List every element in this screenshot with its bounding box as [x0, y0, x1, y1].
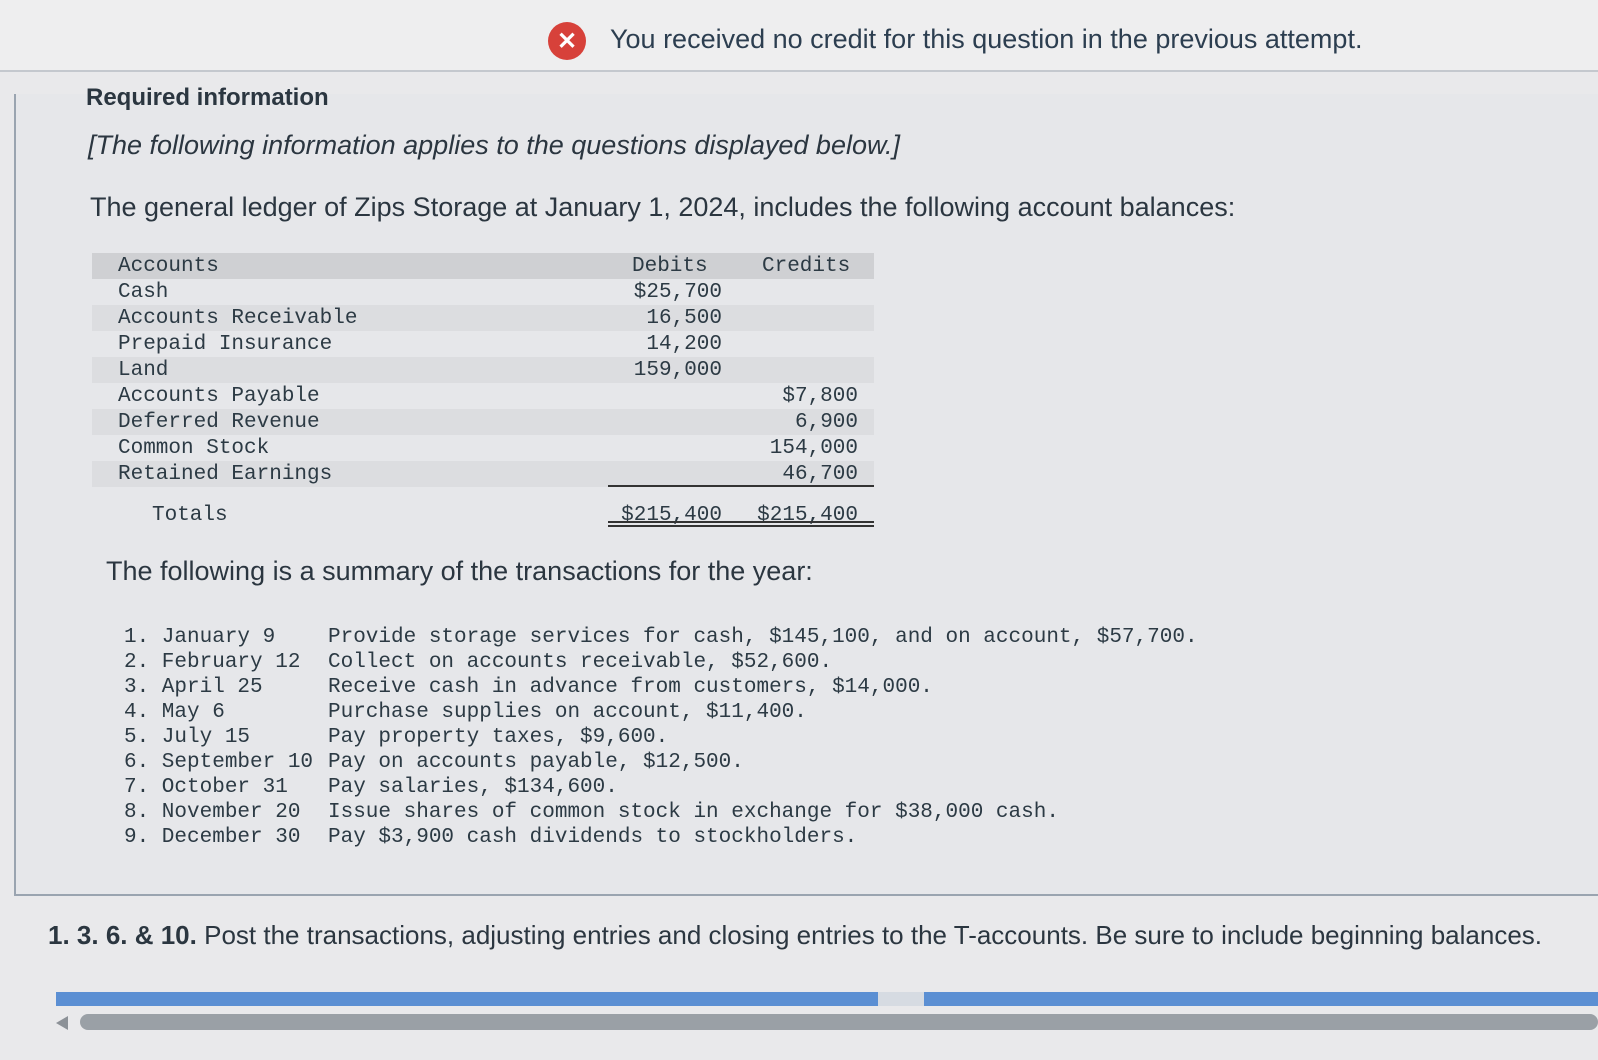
table-row [92, 461, 874, 487]
close-circle-icon: ✕ [548, 22, 586, 60]
transaction-description: Collect on accounts receivable, $52,600. [328, 651, 833, 674]
required-information-title: Required information [86, 84, 329, 111]
table-row [92, 331, 874, 357]
account-cell: Land [118, 359, 169, 382]
debit-cell: 16,500 [646, 307, 722, 330]
transaction-date: 3. April 25 [124, 676, 263, 699]
account-balances-table [92, 253, 874, 527]
transaction-description: Receive cash in advance from customers, $14,000. [328, 676, 933, 699]
totals-debit: $215,400 [621, 504, 722, 527]
header-credits: Credits [762, 255, 851, 278]
instruction-number: 1. 3. 6. & 10. [48, 920, 197, 950]
ledger-intro: The general ledger of Zips Storage at January 1, 2024, includes the following account balances: [90, 192, 1236, 222]
instruction-body: Post the transactions, adjusting entries and closing entries to the T-accounts. Be sure to include beginning balances. [204, 920, 1543, 950]
transaction-date: 5. July 15 [124, 726, 251, 749]
totals-credit: $215,400 [757, 504, 858, 527]
transaction-date: 7. October 31 [124, 776, 288, 799]
account-cell: Accounts Payable [118, 385, 320, 408]
table-row [92, 383, 874, 409]
debit-cell: 159,000 [633, 359, 722, 382]
feedback-banner [0, 0, 1598, 72]
table-row [92, 409, 874, 435]
tab-bar[interactable] [56, 992, 1598, 1006]
intro-note: [The following information applies to the questions displayed below.] [88, 130, 900, 160]
transaction-date: 2. February 12 [124, 651, 301, 674]
scroll-left-icon[interactable] [56, 1016, 68, 1030]
table-row [92, 305, 874, 331]
totals-label: Totals [152, 504, 228, 527]
account-cell: Accounts Receivable [118, 307, 358, 330]
debit-cell: $25,700 [633, 281, 722, 304]
header-debits: Debits [632, 255, 708, 278]
account-cell: Prepaid Insurance [118, 333, 333, 356]
table-header [92, 253, 874, 279]
transactions-summary-title: The following is a summary of the transactions for the year: [106, 556, 813, 586]
transaction-date: 6. September 10 [124, 751, 314, 774]
credit-cell: 6,900 [794, 411, 858, 434]
tab-separator [878, 992, 924, 1006]
transaction-date: 9. December 30 [124, 826, 301, 849]
sum-rule [608, 485, 874, 487]
account-cell: Common Stock [118, 437, 270, 460]
debit-cell: 14,200 [646, 333, 722, 356]
table-row [92, 357, 874, 383]
feedback-message: You received no credit for this question in the previous attempt. [610, 24, 1363, 54]
credit-cell: $7,800 [782, 385, 858, 408]
horizontal-scrollbar[interactable] [80, 1014, 1598, 1030]
account-cell: Cash [118, 281, 169, 304]
transaction-description: Pay property taxes, $9,600. [328, 726, 669, 749]
transaction-date: 1. January 9 [124, 626, 276, 649]
transaction-date: 8. November 20 [124, 801, 301, 824]
double-rule-bottom [608, 525, 874, 527]
table-row [92, 435, 874, 461]
transaction-description: Issue shares of common stock in exchange for $38,000 cash. [328, 801, 1059, 824]
instruction-text [48, 920, 1542, 951]
account-cell: Deferred Revenue [118, 411, 320, 434]
transaction-description: Purchase supplies on account, $11,400. [328, 701, 807, 724]
double-rule-top [608, 521, 874, 523]
transaction-description: Pay $3,900 cash dividends to stockholders. [328, 826, 858, 849]
credit-cell: 46,700 [782, 463, 858, 486]
header-accounts: Accounts [118, 255, 219, 278]
transaction-description: Provide storage services for cash, $145,100, and on account, $57,700. [328, 626, 1198, 649]
account-cell: Retained Earnings [118, 463, 333, 486]
credit-cell: 154,000 [769, 437, 858, 460]
table-row [92, 279, 874, 305]
transaction-date: 4. May 6 [124, 701, 225, 724]
transaction-description: Pay salaries, $134,600. [328, 776, 618, 799]
transaction-description: Pay on accounts payable, $12,500. [328, 751, 744, 774]
